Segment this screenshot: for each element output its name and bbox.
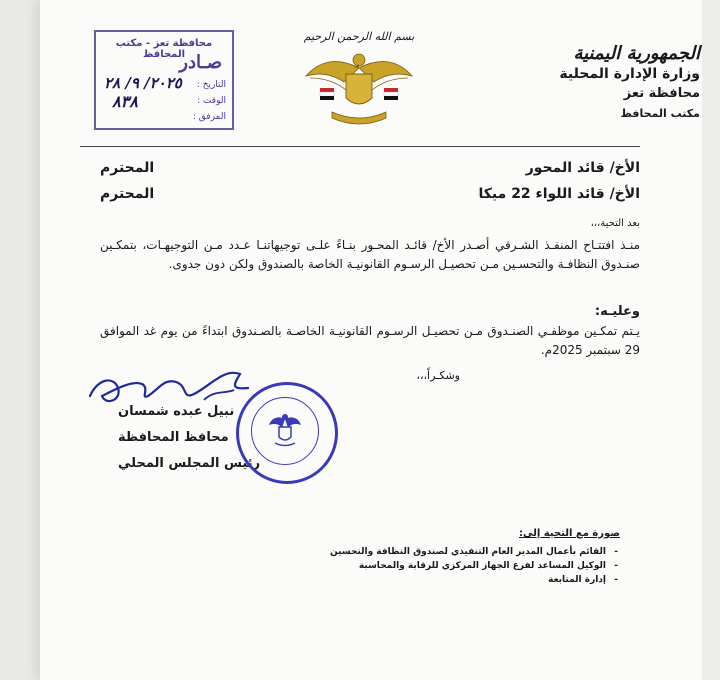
addressee-2-suffix: المحترم bbox=[100, 186, 155, 202]
stamp-time-label: الوقت : bbox=[197, 96, 226, 106]
addressee-1-name: الأخ/ قائد المحور bbox=[525, 160, 640, 176]
signatory-name: نبيل عبده شمسان bbox=[118, 404, 235, 419]
ministry-name: وزارة الإدارة المحلية bbox=[559, 66, 700, 82]
governorate-name: محافظة تعز bbox=[623, 86, 700, 101]
bismillah: بسم الله الرحمن الرحيم bbox=[303, 30, 415, 43]
cc-title: صورة مع التحية إلى: bbox=[519, 528, 620, 539]
stamp-title: محافظة تعز - مكتب المحافظ bbox=[115, 38, 213, 60]
office-name: مكتب المحافظ bbox=[620, 107, 700, 120]
addressee-1-suffix: المحترم bbox=[100, 160, 155, 176]
stamp-number-value: ٨٣٨ bbox=[112, 92, 138, 111]
stamp-issued: صـادر bbox=[179, 52, 222, 73]
addressee-2-name: الأخ/ قائد اللواء 22 ميكا bbox=[478, 186, 640, 202]
cc-list bbox=[330, 545, 620, 587]
cc-item: - إدارة المتابعة bbox=[330, 573, 606, 587]
header-separator bbox=[80, 146, 640, 147]
stamp-date-label: التاريخ : bbox=[196, 80, 226, 90]
cc-item: - الوكيل المساعد لفرع الجهاز المركزي للرقابة والمحاسبة bbox=[330, 559, 606, 573]
incoming-stamp bbox=[94, 30, 234, 130]
therefore-heading: وعليـه: bbox=[594, 304, 640, 319]
eagle-emblem-icon bbox=[267, 411, 303, 449]
signatory-title-2: رئيس المجلس المحلي bbox=[118, 456, 261, 471]
stamp-attachments-label: المرفق : bbox=[192, 112, 226, 122]
greeting: بعد التحية،،، bbox=[590, 218, 640, 229]
body-paragraph-1: منـذ افتتـاح المنفـذ الشـرقي أصـدر الأخ/ قائـد المحـور بنـاءً علـى توجيهاتنـا عـدد مـن التوجيهـات، بتمكـين صنـدوق النظافـة والتحسـين مـن تحصيـل الرسـوم القانونيـة الخاصة بالصندوق ولكن دون جدوى. bbox=[100, 238, 640, 271]
body-paragraph-2: يـتم تمكـين موظفـي الصنـدوق مـن تحصيـل الرسـوم القانونيـة الخاصـة بالصـندوق ابتداءً من يوم غد الموافق 29 سبتمبر 2025م. bbox=[100, 324, 640, 357]
signatory-title-1: محافظ المحافظة bbox=[118, 430, 229, 445]
thanks-line: وشكـراً،،، bbox=[416, 369, 460, 382]
background-left bbox=[0, 0, 40, 680]
stamp-date-value: ٢٠٢٥/ ٩/ ٢٨ bbox=[104, 74, 182, 92]
country-name: الجمهورية اليمنية bbox=[573, 43, 700, 64]
yemen-emblem-icon bbox=[296, 28, 422, 138]
official-round-stamp bbox=[236, 382, 338, 484]
background-right bbox=[702, 0, 720, 680]
cc-item: - القائم بأعمال المدير العام التنفيذي لصندوق النظافة والتحسين bbox=[330, 545, 606, 559]
letterhead bbox=[559, 44, 700, 124]
cc-section bbox=[330, 528, 620, 587]
